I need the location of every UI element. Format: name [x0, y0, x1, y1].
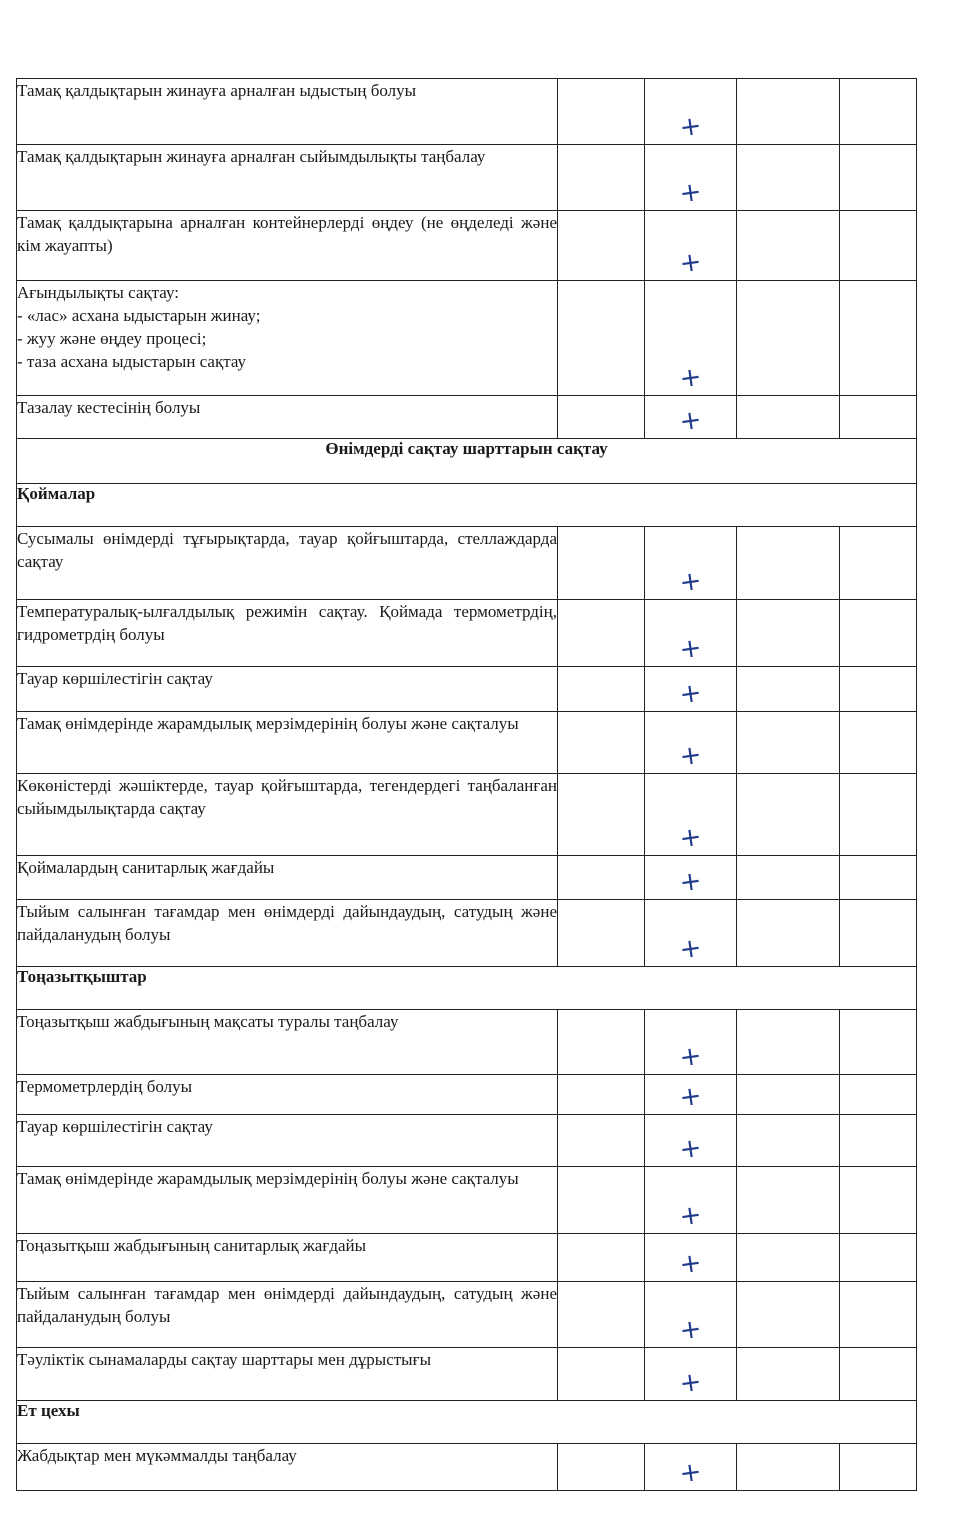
empty-cell [737, 527, 840, 600]
subsection-heading: Ет цехы [17, 1401, 917, 1444]
empty-cell [737, 1282, 840, 1348]
checklist-item-text: Тамақ өнімдерінде жарамдылық мерзімдерінің болуы және сақталуы [17, 712, 558, 774]
empty-cell [737, 1444, 840, 1491]
empty-cell [840, 1115, 917, 1167]
handwritten-check-mark: + [677, 932, 704, 966]
checklist-item-text: Тамақ өнімдерінде жарамдылық мерзімдерінің болуы және сақталуы [17, 1167, 558, 1234]
empty-cell [558, 1167, 645, 1234]
checklist-item-text: Тыйым салынған тағамдар мен өнімдерді дайындаудың, сатудың және пайдаланудың болуы [17, 1282, 558, 1348]
check-cell [645, 527, 737, 600]
empty-cell [840, 1444, 917, 1491]
empty-cell [737, 281, 840, 396]
empty-cell [737, 712, 840, 774]
check-cell [645, 774, 737, 856]
checklist-table [16, 78, 917, 1491]
check-cell [645, 1234, 737, 1282]
table-row [17, 1167, 917, 1234]
check-cell [645, 1075, 737, 1115]
table-row [17, 774, 917, 856]
empty-cell [840, 667, 917, 712]
check-cell [645, 712, 737, 774]
table-row [17, 600, 917, 667]
checklist-item-text: Температуралық-ылғалдылық режимін сақтау. Қоймада термометрдің, гидрометрдің болуы [17, 600, 558, 667]
empty-cell [737, 79, 840, 145]
empty-cell [558, 1115, 645, 1167]
handwritten-check-mark: + [677, 677, 704, 711]
table-row [17, 1010, 917, 1075]
empty-cell [558, 281, 645, 396]
checklist-item-text: Сусымалы өнімдерді тұғырықтарда, тауар қойғыштарда, стеллаждарда сақтау [17, 527, 558, 600]
empty-cell [737, 1115, 840, 1167]
empty-cell [558, 900, 645, 967]
empty-cell [737, 145, 840, 211]
handwritten-check-mark: + [677, 1080, 704, 1114]
empty-cell [737, 1075, 840, 1115]
table-row [17, 900, 917, 967]
table-row [17, 1282, 917, 1348]
empty-cell [840, 281, 917, 396]
empty-cell [737, 1234, 840, 1282]
checklist-item-text: Тамақ қалдықтарын жинауға арналған сыйымдылықты таңбалау [17, 145, 558, 211]
empty-cell [840, 856, 917, 900]
table-row [17, 396, 917, 439]
empty-cell [737, 900, 840, 967]
check-cell [645, 396, 737, 439]
checklist-sheet [16, 78, 916, 1491]
check-cell [645, 1010, 737, 1075]
empty-cell [840, 1075, 917, 1115]
handwritten-check-mark: + [677, 1199, 704, 1233]
empty-cell [840, 527, 917, 600]
handwritten-check-mark: + [677, 1366, 704, 1400]
empty-cell [840, 211, 917, 281]
checklist-item-text: Тауар көршілестігін сақтау [17, 667, 558, 712]
empty-cell [558, 396, 645, 439]
empty-cell [840, 396, 917, 439]
table-row [17, 281, 917, 396]
table-row [17, 1234, 917, 1282]
subheader-row [17, 1401, 917, 1444]
table-row [17, 1348, 917, 1401]
checklist-item-text: Тыйым салынған тағамдар мен өнімдерді дайындаудың, сатудың және пайдаланудың болуы [17, 900, 558, 967]
empty-cell [840, 1348, 917, 1401]
checklist-item-text: Ағындылықты сақтау: - «лас» асхана ыдыстарын жинау; - жуу және өңдеу процесі; - таза асхана ыдыстарын сақтау [17, 281, 558, 396]
empty-cell [737, 600, 840, 667]
empty-cell [840, 712, 917, 774]
checklist-item-text: Тәуліктік сынамаларды сақтау шарттары мен дұрыстығы [17, 1348, 558, 1401]
checklist-item-text: Көкөністерді жәшіктерде, тауар қойғыштарда, тегендердегі таңбаланған сыйымдылықтарда сақтау [17, 774, 558, 856]
handwritten-check-mark: + [677, 739, 704, 773]
handwritten-check-mark: + [677, 865, 704, 899]
empty-cell [737, 1010, 840, 1075]
empty-cell [558, 1444, 645, 1491]
empty-cell [840, 145, 917, 211]
empty-cell [737, 396, 840, 439]
handwritten-check-mark: + [677, 1456, 704, 1490]
table-row [17, 856, 917, 900]
empty-cell [737, 1348, 840, 1401]
check-cell [645, 1282, 737, 1348]
check-cell [645, 1348, 737, 1401]
handwritten-check-mark: + [677, 821, 704, 855]
empty-cell [558, 667, 645, 712]
subheader-row [17, 484, 917, 527]
empty-cell [558, 1075, 645, 1115]
empty-cell [558, 1234, 645, 1282]
handwritten-check-mark: + [677, 1040, 704, 1074]
table-row [17, 211, 917, 281]
table-row [17, 667, 917, 712]
table-row [17, 712, 917, 774]
empty-cell [737, 211, 840, 281]
checklist-item-text: Жабдықтар мен мүкәммалды таңбалау [17, 1444, 558, 1491]
check-cell [645, 211, 737, 281]
table-row [17, 1444, 917, 1491]
handwritten-check-mark: + [677, 1247, 704, 1281]
handwritten-check-mark: + [677, 1132, 704, 1166]
empty-cell [558, 712, 645, 774]
empty-cell [558, 600, 645, 667]
check-cell [645, 145, 737, 211]
check-cell [645, 1167, 737, 1234]
empty-cell [558, 1282, 645, 1348]
empty-cell [558, 79, 645, 145]
checklist-item-text: Термометрлердің болуы [17, 1075, 558, 1115]
empty-cell [558, 145, 645, 211]
handwritten-check-mark: + [677, 565, 704, 599]
handwritten-check-mark: + [677, 404, 704, 438]
checklist-item-text: Тоңазытқыш жабдығының санитарлық жағдайы [17, 1234, 558, 1282]
empty-cell [558, 1010, 645, 1075]
section-title-row [17, 439, 917, 484]
checklist-item-text: Қоймалардың санитарлық жағдайы [17, 856, 558, 900]
empty-cell [737, 856, 840, 900]
checklist-item-text: Тазалау кестесінің болуы [17, 396, 558, 439]
checklist-item-text: Тоңазытқыш жабдығының мақсаты туралы таңбалау [17, 1010, 558, 1075]
checklist-item-text: Тауар көршілестігін сақтау [17, 1115, 558, 1167]
empty-cell [840, 900, 917, 967]
handwritten-check-mark: + [677, 1313, 704, 1347]
empty-cell [840, 1282, 917, 1348]
empty-cell [737, 774, 840, 856]
check-cell [645, 600, 737, 667]
empty-cell [840, 774, 917, 856]
empty-cell [558, 211, 645, 281]
check-cell [645, 79, 737, 145]
check-cell [645, 281, 737, 396]
empty-cell [840, 79, 917, 145]
checklist-body [17, 79, 917, 1491]
empty-cell [737, 1167, 840, 1234]
empty-cell [558, 1348, 645, 1401]
check-cell [645, 856, 737, 900]
empty-cell [840, 1234, 917, 1282]
check-cell [645, 1444, 737, 1491]
handwritten-check-mark: + [677, 361, 704, 395]
check-cell [645, 1115, 737, 1167]
table-row [17, 79, 917, 145]
section-title: Өнімдерді сақтау шарттарын сақтау [17, 439, 917, 484]
handwritten-check-mark: + [677, 110, 704, 144]
table-row [17, 1115, 917, 1167]
subheader-row [17, 967, 917, 1010]
checklist-item-text: Тамақ қалдықтарына арналған контейнерлерді өңдеу (не өңделеді және кім жауапты) [17, 211, 558, 281]
table-row [17, 1075, 917, 1115]
handwritten-check-mark: + [677, 632, 704, 666]
check-cell [645, 900, 737, 967]
empty-cell [840, 600, 917, 667]
empty-cell [840, 1010, 917, 1075]
empty-cell [840, 1167, 917, 1234]
handwritten-check-mark: + [677, 176, 704, 210]
empty-cell [558, 774, 645, 856]
subsection-heading: Тоңазытқыштар [17, 967, 917, 1010]
checklist-item-text: Тамақ қалдықтарын жинауға арналған ыдыстың болуы [17, 79, 558, 145]
empty-cell [737, 667, 840, 712]
table-row [17, 145, 917, 211]
subsection-heading: Қоймалар [17, 484, 917, 527]
empty-cell [558, 856, 645, 900]
table-row [17, 527, 917, 600]
check-cell [645, 667, 737, 712]
empty-cell [558, 527, 645, 600]
handwritten-check-mark: + [677, 246, 704, 280]
